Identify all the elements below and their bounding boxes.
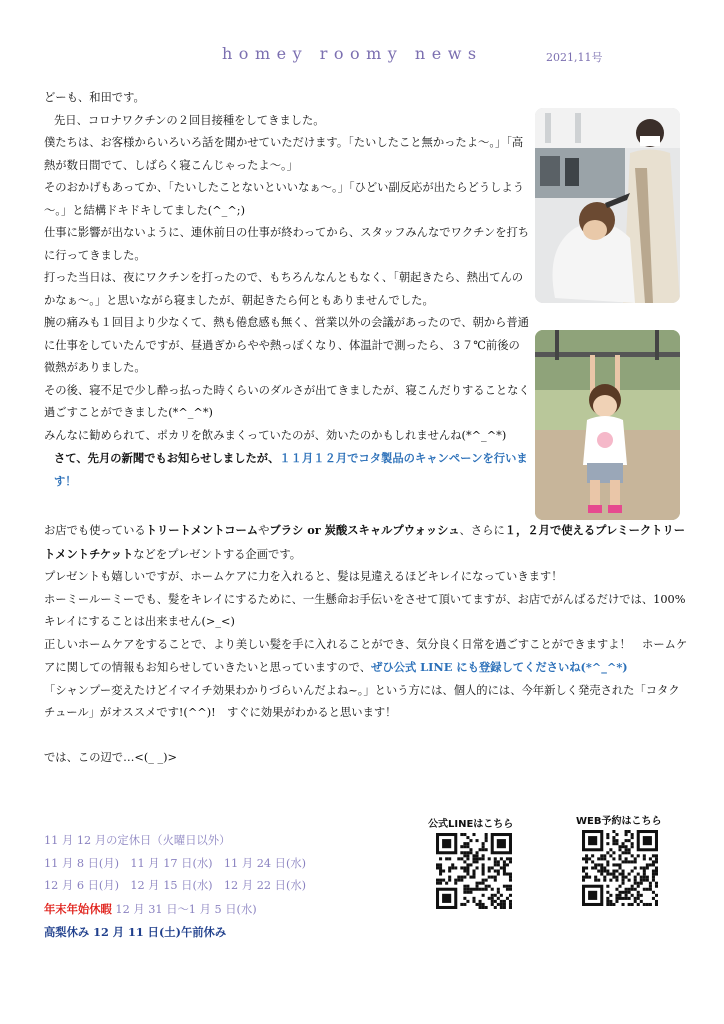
article-body bbox=[44, 87, 531, 492]
paragraph: 僕たちは、お客様からいろいろ話を聞かせていただけます。「たいしたこと無かったよ～。」「高熱が数日間でて、しばらく寝こんじゃったよ～。」 bbox=[44, 136, 524, 172]
holiday-newyear bbox=[44, 898, 306, 922]
holiday-december: 12 月 6 日(月) 12 月 15 日(水) 12 月 22 日(水) bbox=[44, 879, 307, 892]
campaign-lead: さて、先月の新聞でもお知らせしましたが、 bbox=[54, 451, 280, 465]
paragraph: 「シャンプー変えたけどイマイチ効果わかりづらいんだよね~。」という方には、個人的には、今年新しく発売された「コタクチュール」がオススメです!(^^)! すぐに効果がわかると思います！ bbox=[44, 683, 680, 719]
salon-vaccine-photo bbox=[535, 108, 680, 303]
salon-photo-illustration bbox=[535, 108, 680, 303]
campaign-details bbox=[44, 519, 690, 566]
web-qr-caption: WEB予約はこちら bbox=[576, 816, 662, 827]
paragraph: そのおかげもあってか、「たいしたことないといいなぁ～。」「ひどい副反応が出たらどうしよう～。」と結構ドキドキしてました(^_^;) bbox=[44, 181, 525, 217]
paragraph: プレゼントも嬉しいですが、ホームケアに力を入れると、髪は見違えるほどキレイになっていきます！ bbox=[44, 570, 563, 583]
product-treatment-comb: トリートメントコーム bbox=[145, 523, 259, 537]
campaign-paragraph bbox=[44, 447, 531, 492]
child-photo-illustration bbox=[535, 330, 680, 520]
paragraph: みんなに勧められて、ポカリを飲みまくっていたのが、効いたのかもしれませんね(*^_^*) bbox=[44, 428, 507, 442]
paragraph: ホーミールーミーでも、髪をキレイにするために、一生懸命お手伝いをさせて頂いてますが、お店でがんばるだけでは、100%キレイにすることは出来ません(>_<) bbox=[44, 592, 686, 628]
greeting: どーも、和田です。 bbox=[44, 91, 145, 104]
paragraph: 腕の痛みも１回目より少なくて、熱も倦怠感も無く、営業以外の会議があったので、朝から普通に仕事をしていたんですが、昼過ぎからやや熱っぽくなり、体温計で測ったら、３７℃前後の微熱がありました。 bbox=[44, 316, 529, 374]
text: 、さらに bbox=[459, 524, 505, 537]
product-ticket: １，２月で使えるプレミークトリートメントチケット bbox=[44, 523, 686, 561]
newsletter-title: homey roomy news bbox=[222, 44, 483, 63]
text: などをプレゼントする企画です。 bbox=[133, 547, 302, 561]
line-register-prompt: ぜひ公式 LINE にも登録してくださいね(*^_^*) bbox=[371, 660, 628, 674]
child-on-bar-photo bbox=[535, 330, 680, 520]
closing: では、この辺で…<(_ _)> bbox=[44, 750, 178, 764]
product-brush: ブラシ or 炭酸スキャルプウォッシュ bbox=[269, 523, 460, 537]
holiday-schedule bbox=[44, 830, 306, 944]
web-qr-code[interactable] bbox=[582, 830, 658, 906]
paragraph: 仕事に影響が出ないように、連休前日の仕事が終わってから、スタッフみんなでワクチンを打ちに行ってきました。 bbox=[44, 226, 530, 262]
holiday-takanashi: 高梨休み 12 月 11 日(土)午前休み bbox=[44, 925, 227, 939]
text: や bbox=[258, 524, 270, 537]
newyear-label: 年末年始休暇 bbox=[44, 901, 112, 916]
newyear-dates: 12 月 31 日～1 月 5 日(水) bbox=[111, 902, 257, 916]
holiday-november: 11 月 8 日(月) 11 月 17 日(水) 11 月 24 日(水) bbox=[44, 856, 307, 870]
holiday-heading: 11 月 12 月の定休日（火曜日以外） bbox=[44, 834, 231, 847]
issue-number: 2021,11号 bbox=[546, 51, 603, 64]
line-qr-caption: 公式LINEはこちら bbox=[428, 819, 514, 830]
line-qr-code[interactable] bbox=[436, 833, 512, 909]
campaign-highlight: １１月１２月でコタ製品のキャンペーンを行います！ bbox=[54, 451, 528, 488]
text: 正しいホームケアをすることで、より美しい髪を手に入れることができ、気分良く日常を過ごすことができますよ！ ホームケアに関しての情報もお知らせしていきたいと思っていますので、 bbox=[44, 637, 688, 674]
paragraph: 打った当日は、夜にワクチンを打ったので、もちろんなんともなく、「朝起きたら、熱出てんのかなぁ～。」と思いながら寝ましたが、朝起きたら何ともありませんでした。 bbox=[44, 271, 524, 307]
paragraph: 先日、コロナワクチンの２回目接種をしてきました。 bbox=[54, 113, 325, 127]
paragraph bbox=[44, 634, 690, 680]
article-body-full bbox=[44, 519, 690, 769]
text: お店でも使っている bbox=[44, 524, 146, 537]
paragraph: その後、寝不足で少し酔っ払った時くらいのダルさが出てきましたが、寝こんだりすることなく過ごすことができました(*^_^*) bbox=[44, 383, 530, 419]
spacer bbox=[44, 725, 690, 747]
